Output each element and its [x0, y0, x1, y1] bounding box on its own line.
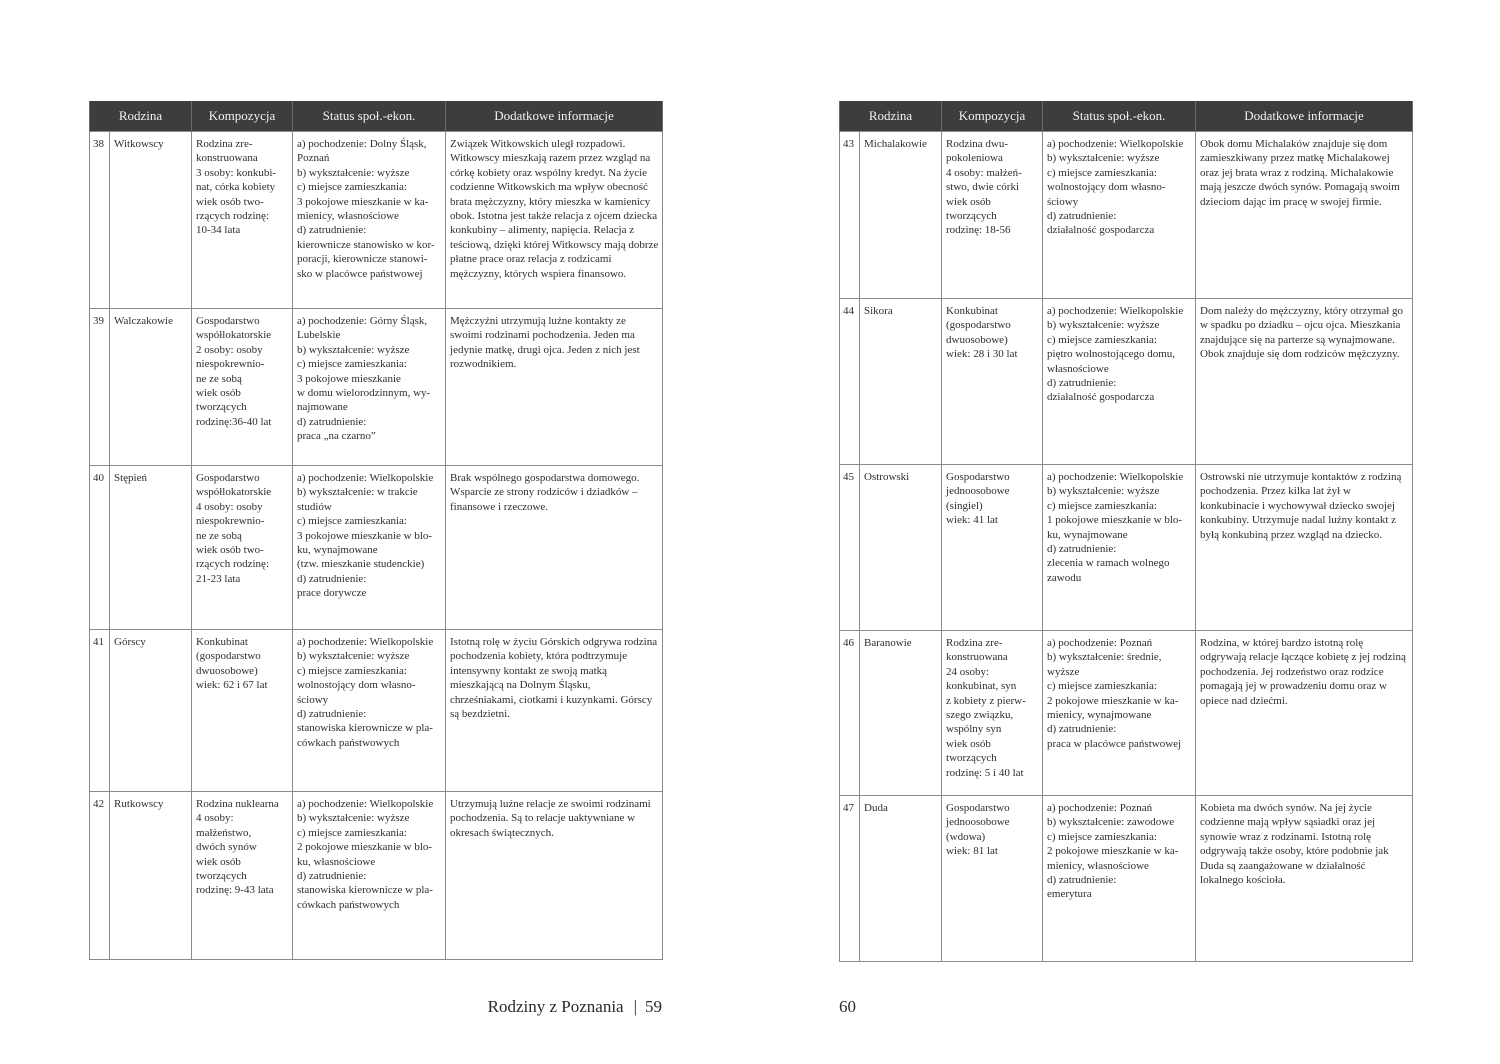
- row-number: 40: [90, 466, 110, 630]
- composition-cell: Gospodarstwo współlokatorskie 2 osoby: osoby niespokrewnio- ne ze sobą wiek osób tworzących rodzinę:36-40 lat: [192, 309, 293, 466]
- table-row: [90, 466, 663, 630]
- family-name: Walczakowie: [110, 309, 192, 466]
- composition-cell: Konkubinat (gospodarstwo dwuosobowe) wiek: 62 i 67 lat: [192, 630, 293, 792]
- footer-separator: |: [633, 997, 637, 1016]
- row-number: 44: [840, 299, 860, 465]
- table-header-row: [90, 101, 663, 132]
- composition-cell: Rodzina zre- konstruowana 3 osoby: konkubi- nat, córka kobiety wiek osób two- rzących rodzinę: 10-34 lata: [192, 132, 293, 309]
- info-cell: Mężczyźni utrzymują luźne kontakty ze swoimi rodzinami pochodzenia. Jeden ma jedynie matkę, drugi ojca. Jeden z nich jest rozwodnikiem.: [446, 309, 663, 466]
- status-cell: a) pochodzenie: Górny Śląsk, Lubelskie b) wykształcenie: wyższe c) miejsce zamieszkania: 3 pokojowe mieszkanie w domu wielorodzinnym, wy- najmowane d) zatrudnienie: praca „na czarno”: [293, 309, 446, 466]
- family-name: Witkowscy: [110, 132, 192, 309]
- left-page-footer: [486, 997, 662, 1017]
- composition-cell: Rodzina nuklearna 4 osoby: małżeństwo, dwóch synów wiek osób tworzących rodzinę: 9-43 lata: [192, 792, 293, 960]
- table-row: [840, 796, 1413, 962]
- header-info: Dodatkowe informacje: [1196, 101, 1413, 132]
- header-rodzina: Rodzina: [840, 101, 942, 132]
- row-number: 46: [840, 631, 860, 796]
- info-cell: Rodzina, w której bardzo istotną rolę odgrywają relacje łączące kobietę z jej rodziną pochodzenia. Jej rodzeństwo oraz rodzice pomagają jej w prowadzeniu domu oraz w opiece nad dziećmi.: [1196, 631, 1413, 796]
- status-cell: a) pochodzenie: Wielkopolskie b) wykształcenie: wyższe c) miejsce zamieszkania: 1 pokojowe mieszkanie w blo- ku, wynajmowane d) zatrudnienie: zlecenia w ramach wolnego zawodu: [1043, 465, 1196, 631]
- table-row: [840, 465, 1413, 631]
- family-name: Baranowie: [860, 631, 942, 796]
- status-cell: a) pochodzenie: Poznań b) wykształcenie: średnie, wyższe c) miejsce zamieszkania: 2 pokojowe mieszkanie w ka- mienicy, wynajmowane d) zatrudnienie: praca w placówce państwowej: [1043, 631, 1196, 796]
- families-table-right: [839, 101, 1413, 962]
- row-number: 43: [840, 132, 860, 299]
- header-kompozycja: Kompozycja: [192, 101, 293, 132]
- right-page-footer: [839, 997, 856, 1017]
- info-cell: Istotną rolę w życiu Górskich odgrywa rodzina pochodzenia kobiety, która podtrzymuje intensywny kontakt ze swoją matką mieszkającą na Dolnym Śląsku, chrześniakami, ciotkami i kuzynkami. Górscy są bezdzietni.: [446, 630, 663, 792]
- table-row: [90, 630, 663, 792]
- header-kompozycja: Kompozycja: [942, 101, 1043, 132]
- page-number-right: 60: [839, 997, 856, 1016]
- row-number: 42: [90, 792, 110, 960]
- table-row: [90, 792, 663, 960]
- table-row: [90, 132, 663, 309]
- header-info: Dodatkowe informacje: [446, 101, 663, 132]
- composition-cell: Gospodarstwo jednoosobowe (singiel) wiek: 41 lat: [942, 465, 1043, 631]
- header-rodzina: Rodzina: [90, 101, 192, 132]
- composition-cell: Rodzina zre- konstruowana 24 osoby: konkubinat, syn z kobiety z pierw- szego związku, wspólny syn wiek osób tworzących rodzinę: 5 i 40 lat: [942, 631, 1043, 796]
- info-cell: Dom należy do mężczyzny, który otrzymał go w spadku po dziadku – ojcu ojca. Mieszkania znajdujące się na parterze są wynajmowane. Obok znajduje się dom rodziców mężczyzny.: [1196, 299, 1413, 465]
- info-cell: Obok domu Michalaków znajduje się dom zamieszkiwany przez matkę Michalakowej oraz jej brata wraz z rodziną. Michalakowie mają jeszcze dwóch synów. Pomagają swoim dzieciom dając im pracę w swojej firmie.: [1196, 132, 1413, 299]
- family-name: Duda: [860, 796, 942, 962]
- page-number-left: 59: [645, 997, 662, 1016]
- table-row: [840, 631, 1413, 796]
- composition-cell: Gospodarstwo jednoosobowe (wdowa) wiek: 81 lat: [942, 796, 1043, 962]
- info-cell: Ostrowski nie utrzymuje kontaktów z rodziną pochodzenia. Przez kilka lat żył w konkubinacie i wychowywał dziecko swojej konkubiny. Utrzymuje nadal luźny kontakt z byłą konkubiną przez wzgląd na dziecko.: [1196, 465, 1413, 631]
- info-cell: Brak wspólnego gospodarstwa domowego. Wsparcie ze strony rodziców i dziadków – finansowe i rzeczowe.: [446, 466, 663, 630]
- row-number: 38: [90, 132, 110, 309]
- family-name: Michalakowie: [860, 132, 942, 299]
- header-status: Status społ.-ekon.: [293, 101, 446, 132]
- status-cell: a) pochodzenie: Wielkopolskie b) wykształcenie: wyższe c) miejsce zamieszkania: wolnostojący dom własno- ściowy d) zatrudnienie: stanowiska kierownicze w pla- cówkach państwowych: [293, 630, 446, 792]
- left-page: [89, 101, 662, 960]
- table-row: [840, 299, 1413, 465]
- status-cell: a) pochodzenie: Wielkopolskie b) wykształcenie: wyższe c) miejsce zamieszkania: piętro wolnostojącego domu, własnościowe d) zatrudnienie: działalność gospodarcza: [1043, 299, 1196, 465]
- status-cell: a) pochodzenie: Poznań b) wykształcenie: zawodowe c) miejsce zamieszkania: 2 pokojowe mieszkanie w ka- mienicy, własnościowe d) zatrudnienie: emerytura: [1043, 796, 1196, 962]
- composition-cell: Rodzina dwu- pokoleniowa 4 osoby: małżeń- stwo, dwie córki wiek osób tworzących rodzinę: 18-56: [942, 132, 1043, 299]
- status-cell: a) pochodzenie: Wielkopolskie b) wykształcenie: wyższe c) miejsce zamieszkania: wolnostojący dom własno- ściowy d) zatrudnienie: działalność gospodarcza: [1043, 132, 1196, 299]
- right-page: [839, 101, 1412, 962]
- family-name: Górscy: [110, 630, 192, 792]
- composition-cell: Konkubinat (gospodarstwo dwuosobowe) wiek: 28 i 30 lat: [942, 299, 1043, 465]
- info-cell: Związek Witkowskich uległ rozpadowi. Witkowscy mieszkają razem przez wzgląd na córkę kobiety oraz wspólny kredyt. Na życie codzienne Witkowskich ma wpływ obecność brata mężczyzny, który mieszka w kamienicy obok. Istotna jest także relacja z ojcem dziecka konkubiny – alimenty, napięcia. Relacja z teściową, dzięki której Witkowscy mają dobrze płatne prace oraz relacja z rodzicami mężczyzny, których wspiera finansowo.: [446, 132, 663, 309]
- family-name: Stępień: [110, 466, 192, 630]
- status-cell: a) pochodzenie: Dolny Śląsk, Poznań b) wykształcenie: wyższe c) miejsce zamieszkania: 3 pokojowe mieszkanie w ka- mienicy, własnościowe d) zatrudnienie: kierownicze stanowisko w kor- poracji, kierownicze stanowi- sko w placówce państwowej: [293, 132, 446, 309]
- table-row: [840, 132, 1413, 299]
- families-table-left: [89, 101, 663, 960]
- status-cell: a) pochodzenie: Wielkopolskie b) wykształcenie: wyższe c) miejsce zamieszkania: 2 pokojowe mieszkanie w blo- ku, własnościowe d) zatrudnienie: stanowiska kierownicze w pla- cówkach państwowych: [293, 792, 446, 960]
- family-name: Rutkowscy: [110, 792, 192, 960]
- running-title: Rodziny z Poznania: [487, 997, 624, 1016]
- header-status: Status społ.-ekon.: [1043, 101, 1196, 132]
- info-cell: Utrzymują luźne relacje ze swoimi rodzinami pochodzenia. Są to relacje uaktywniane w okresach świątecznych.: [446, 792, 663, 960]
- row-number: 39: [90, 309, 110, 466]
- composition-cell: Gospodarstwo współlokatorskie 4 osoby: osoby niespokrewnio- ne ze sobą wiek osób two- rzących rodzinę: 21-23 lata: [192, 466, 293, 630]
- info-cell: Kobieta ma dwóch synów. Na jej życie codzienne mają wpływ sąsiadki oraz jej synowie wraz z rodzinami. Istotną rolę odgrywają także osoby, które podobnie jak Duda są zaangażowane w działalność lokalnego kościoła.: [1196, 796, 1413, 962]
- row-number: 47: [840, 796, 860, 962]
- row-number: 41: [90, 630, 110, 792]
- family-name: Ostrowski: [860, 465, 942, 631]
- table-row: [90, 309, 663, 466]
- row-number: 45: [840, 465, 860, 631]
- table-header-row: [840, 101, 1413, 132]
- status-cell: a) pochodzenie: Wielkopolskie b) wykształcenie: w trakcie studiów c) miejsce zamieszkania: 3 pokojowe mieszkanie w blo- ku, wynajmowane (tzw. mieszkanie studenckie) d) zatrudnienie: prace dorywcze: [293, 466, 446, 630]
- family-name: Sikora: [860, 299, 942, 465]
